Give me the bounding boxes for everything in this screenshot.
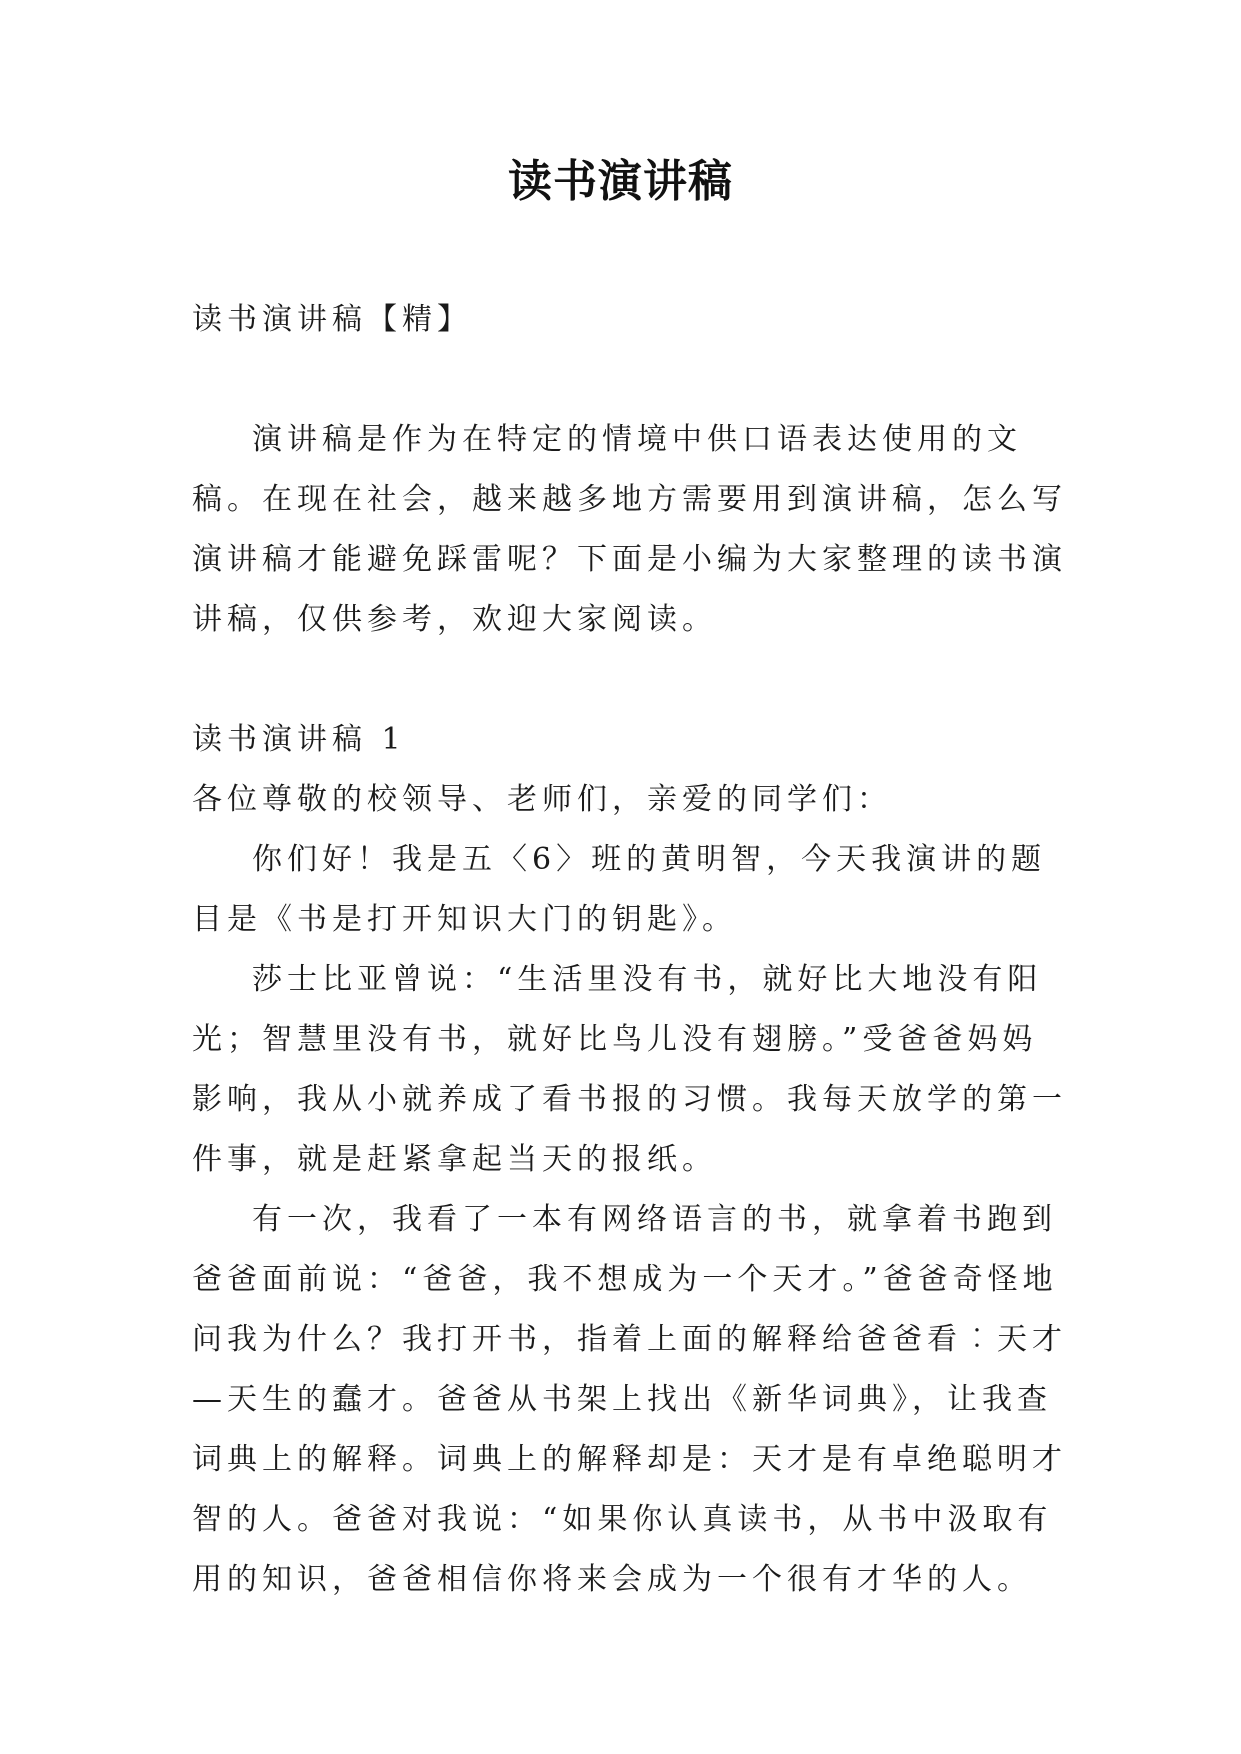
document-subtitle: 读书演讲稿【精】	[192, 302, 472, 337]
document-body	[192, 290, 1072, 1610]
body-paragraph: 有一次，我看了一本有网络语言的书，就拿着书跑到爸爸面前说：“爸爸，我不想成为一个天才。”爸爸奇怪地问我为什么？我打开书，指着上面的解释给爸爸看︰天才—天生的蠢才。爸爸从书架上找出《新华词典》，让我查词典上的解释。词典上的解释却是：天才是有卓绝聪明才智的人。爸爸对我说：“如果你认真读书，从书中汲取有用的知识，爸爸相信你将来会成为一个很有才华的人。	[192, 1202, 1067, 1597]
salutation: 各位尊敬的校领导、老师们，亲爱的同学们：	[192, 782, 892, 817]
section-heading: 读书演讲稿 1	[192, 722, 406, 757]
document-title: 读书演讲稿	[508, 156, 733, 207]
spacer	[192, 650, 1072, 710]
body-paragraph: 你们好！我是五〈6〉班的黄明智，今天我演讲的题目是《书是打开知识大门的钥匙》。	[192, 842, 1047, 937]
intro-paragraph: 演讲稿是作为在特定的情境中供口语表达使用的文稿。在现在社会，越来越多地方需要用到演讲稿，怎么写演讲稿才能避免踩雷呢？下面是小编为大家整理的读书演讲稿，仅供参考，欢迎大家阅读。	[192, 422, 1067, 637]
body-paragraph: 莎士比亚曾说：“生活里没有书，就好比大地没有阳光；智慧里没有书，就好比鸟儿没有翅膀。”受爸爸妈妈影响，我从小就养成了看书报的习惯。我每天放学的第一件事，就是赶紧拿起当天的报纸。	[192, 962, 1067, 1177]
spacer	[192, 350, 1072, 410]
